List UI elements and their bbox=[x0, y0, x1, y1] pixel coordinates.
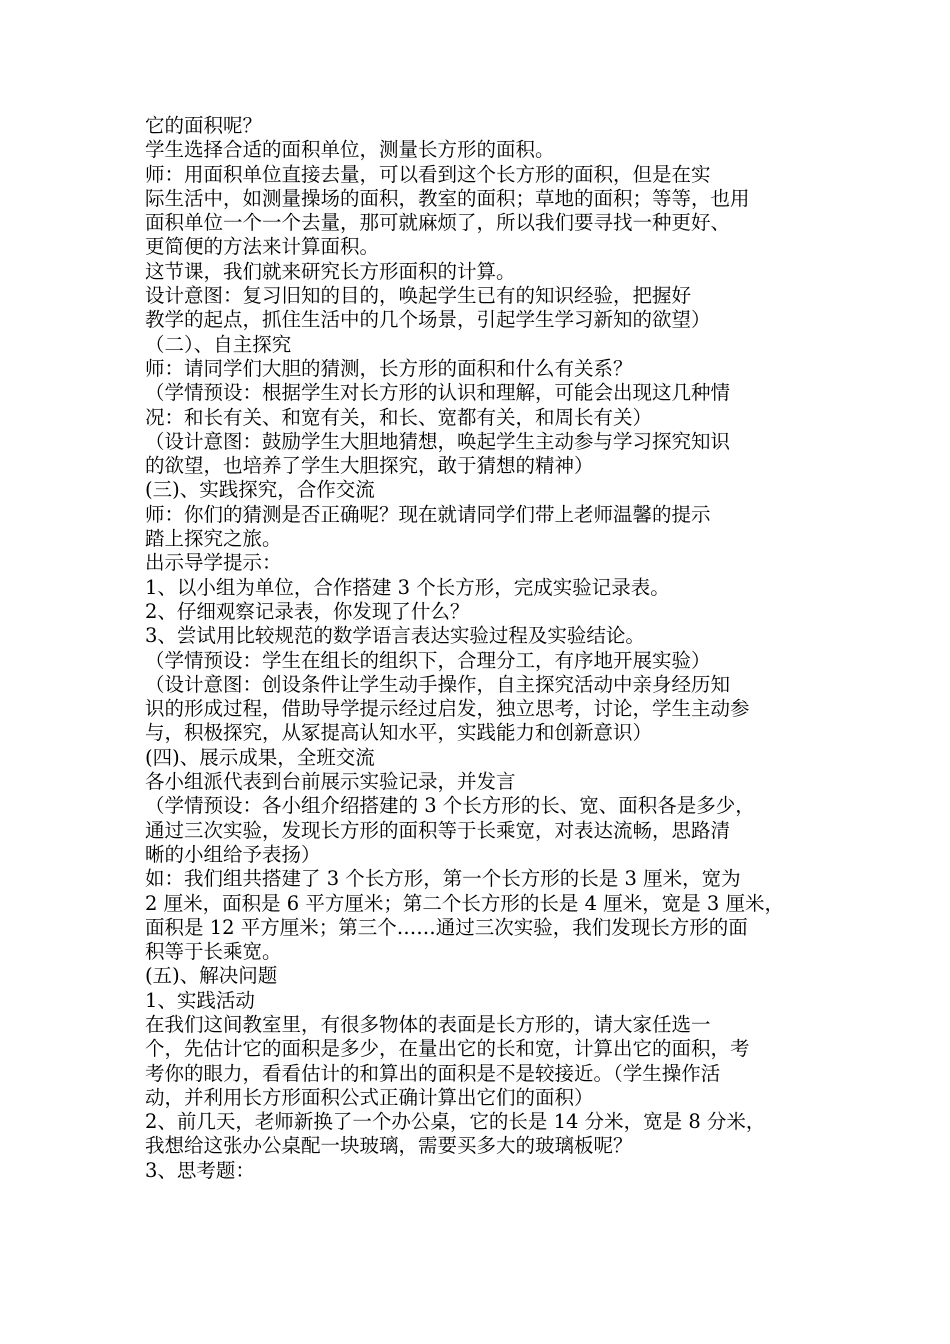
text-line: 师：请同学们大胆的猜测，长方形的面积和什么有关系？ bbox=[145, 356, 633, 380]
text-line: 3、尝试用比较规范的数学语言表达实验过程及实验结论。 bbox=[145, 624, 645, 648]
text-line: 与，积极探究，从冢提高认知水平，实践能力和创新意识） bbox=[145, 721, 653, 745]
text-line: 在我们这间教室里，有很多物体的表面是长方形的，请大家任选一 bbox=[145, 1012, 711, 1036]
text-line: 这节课，我们就来研究长方形面积的计算。 bbox=[145, 259, 516, 283]
text-line: 1、实践活动 bbox=[145, 988, 255, 1012]
text-line: （学情预设：学生在组长的组织下，合理分工，有序地开展实验） bbox=[145, 648, 711, 672]
text-line: 师：你们的猜测是否正确呢？现在就请同学们带上老师温馨的提示 bbox=[145, 502, 711, 526]
text-line: （学情预设：各小组介绍搭建的 3 个长方形的长、宽、面积各是多少， bbox=[145, 794, 755, 818]
text-line: 教学的起点，抓住生活中的几个场景，引起学生学习新知的欲望） bbox=[145, 308, 711, 332]
text-line: 2 厘米，面积是 6 平方厘米；第二个长方形的长是 4 厘米，宽是 3 厘米， bbox=[145, 891, 785, 915]
document-body bbox=[145, 114, 817, 1183]
text-line: 设计意图：复习旧知的目的，唤起学生已有的知识经验，把握好 bbox=[145, 284, 692, 308]
text-line: 2、仔细观察记录表，你发现了什么？ bbox=[145, 599, 470, 623]
text-line: 师：用面积单位直接去量，可以看到这个长方形的面积，但是在实 bbox=[145, 162, 711, 186]
text-line: 3、思考题： bbox=[145, 1158, 255, 1182]
text-line: 如：我们组共搭建了 3 个长方形，第一个长方形的长是 3 厘米，宽为 bbox=[145, 867, 741, 891]
text-line: 识的形成过程，借助导学提示经过启发，独立思考，讨论，学生主动参 bbox=[145, 697, 750, 721]
text-line: （二）、自主探究 bbox=[145, 332, 292, 356]
text-line: （设计意图：鼓励学生大胆地猜想，唤起学生主动参与学习探究知识 bbox=[145, 429, 731, 453]
text-line: 晰的小组给予表扬） bbox=[145, 842, 321, 866]
text-line: 积等于长乘宽。 bbox=[145, 940, 282, 964]
text-line: 面积单位一个一个去量，那可就麻烦了，所以我们要寻找一种更好、 bbox=[145, 211, 731, 235]
text-line: 学生选择合适的面积单位，测量长方形的面积。 bbox=[145, 138, 555, 162]
text-line: 1、以小组为单位，合作搭建 3 个长方形，完成实验记录表。 bbox=[145, 575, 670, 599]
text-line: 况：和长有关、和宽有关，和长、宽都有关，和周长有关） bbox=[145, 405, 653, 429]
text-line: 面积是 12 平方厘米；第三个……通过三次实验，我们发现长方形的面 bbox=[145, 915, 748, 939]
text-line: 踏上探究之旅。 bbox=[145, 527, 282, 551]
text-line: 个，先估计它的面积是多少，在量出它的长和宽，计算出它的面积，考 bbox=[145, 1037, 750, 1061]
text-line: (五)、解决问题 bbox=[145, 964, 278, 988]
text-line: 2、前几天，老师新换了一个办公桌，它的长是 14 分米，宽是 8 分米， bbox=[145, 1110, 766, 1134]
text-line: 各小组派代表到台前展示实验记录，并发言 bbox=[145, 770, 516, 794]
text-line: (四)、展示成果，全班交流 bbox=[145, 745, 375, 769]
text-line: （设计意图：创设条件让学生动手操作，自主探究活动中亲身经历知 bbox=[145, 672, 731, 696]
text-line: 通过三次实验，发现长方形的面积等于长乘宽，对表达流畅，思路清 bbox=[145, 818, 731, 842]
text-line: 考你的眼力，看看估计的和算出的面积是不是较接近。（学生操作活 bbox=[145, 1061, 721, 1085]
text-line: 动，并利用长方形面积公式正确计算出它们的面积） bbox=[145, 1085, 594, 1109]
text-line: (三)、实践探究，合作交流 bbox=[145, 478, 375, 502]
text-line: 我想给这张办公桌配一块玻璃，需要买多大的玻璃板呢？ bbox=[145, 1134, 633, 1158]
text-line: 际生活中，如测量操场的面积，教室的面积；草地的面积；等等，也用 bbox=[145, 186, 750, 210]
text-line: 更简便的方法来计算面积。 bbox=[145, 235, 380, 259]
text-line: （学情预设：根据学生对长方形的认识和理解，可能会出现这几种情 bbox=[145, 381, 731, 405]
text-line: 的欲望，也培养了学生大胆探究，敢于猜想的精神） bbox=[145, 454, 594, 478]
text-line: 它的面积呢？ bbox=[145, 114, 263, 137]
text-line: 出示导学提示： bbox=[145, 551, 282, 575]
